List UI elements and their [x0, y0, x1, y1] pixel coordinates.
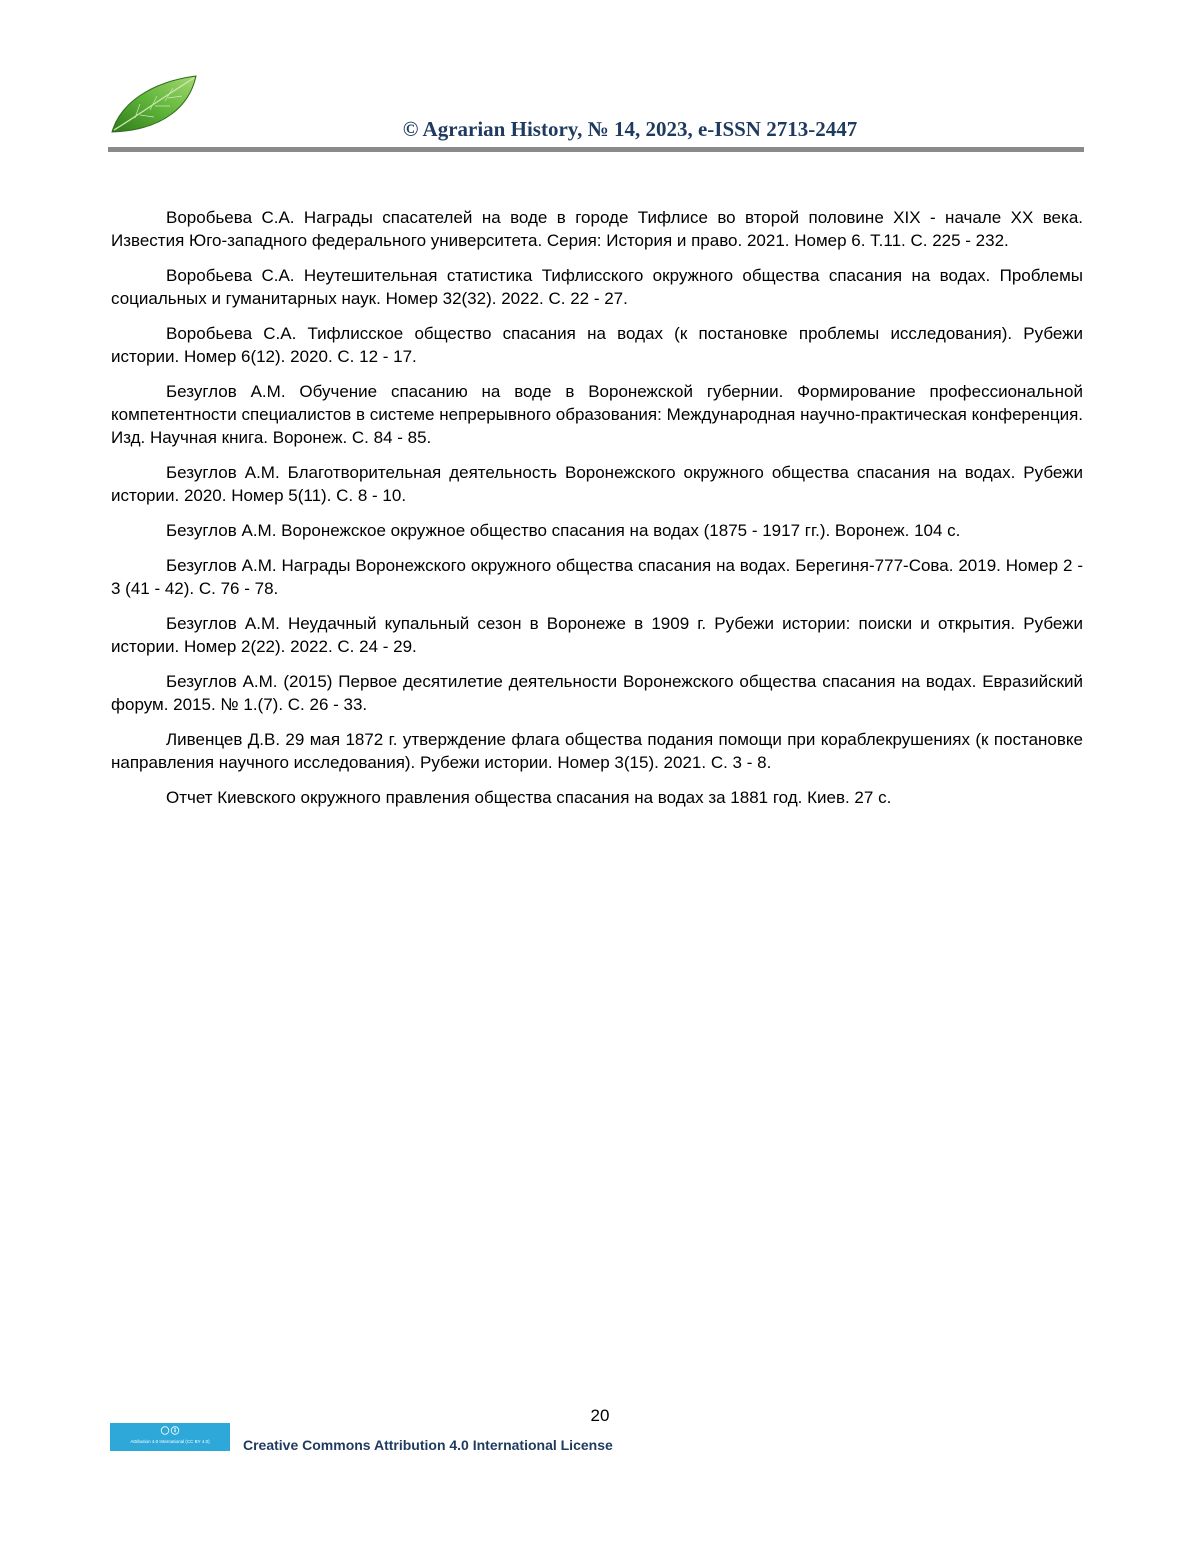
- reference-item: Безуглов А.М. Воронежское окружное общество спасания на водах (1875 - 1917 гг.). Воронеж. 104 с.: [166, 521, 961, 540]
- reference-item: Воробьева С.А. Награды спасателей на воде в городе Тифлисе во второй половине XIX - начале XX века. Известия Юго-западного федерального университета. Серия: История и право. 2021. Номер 6. Т.11. С. 225 - 232.: [111, 208, 1083, 250]
- reference-item: Воробьева С.А. Тифлисское общество спасания на водах (к постановке проблемы исследования). Рубежи истории. Номер 6(12). 2020. С. 12 - 17.: [111, 324, 1083, 366]
- header-rule: [108, 147, 1084, 152]
- reference-item: Ливенцев Д.В. 29 мая 1872 г. утверждение флага общества подания помощи при кораблекрушениях (к постановке направления научного исследования). Рубежи истории. Номер 3(15). 2021. С. 3 - 8.: [111, 730, 1083, 772]
- reference-item: Безуглов А.М. Награды Воронежского окружного общества спасания на водах. Берегиня-777-Сова. 2019. Номер 2 - 3 (41 - 42). С. 76 - 78.: [111, 556, 1083, 598]
- reference-item: Безуглов А.М. Благотворительная деятельность Воронежского окружного общества спасания на водах. Рубежи истории. 2020. Номер 5(11). С. 8 - 10.: [111, 463, 1083, 505]
- license-text[interactable]: Creative Commons Attribution 4.0 International License: [243, 1437, 613, 1453]
- cc-license-badge[interactable]: [110, 1423, 230, 1451]
- reference-item: Безуглов А.М. (2015) Первое десятилетие деятельности Воронежского общества спасания на водах. Евразийский форум. 2015. № 1.(7). С. 26 - 33.: [111, 672, 1083, 714]
- journal-header: © Agrarian History, № 14, 2023, e-ISSN 2713-2447: [402, 117, 858, 141]
- reference-item: Безуглов А.М. Неудачный купальный сезон в Воронеже в 1909 г. Рубежи истории: поиски и открытия. Рубежи истории. Номер 2(22). 2022. С. 24 - 29.: [111, 614, 1083, 656]
- reference-item: Безуглов А.М. Обучение спасанию на воде в Воронежской губернии. Формирование профессиональной компетентности специалистов в системе непрерывного образования: Международная научно-практическая конференция. Изд. Научная книга. Воронеж. С. 84 - 85.: [111, 382, 1083, 447]
- green-leaf-icon: [110, 74, 198, 136]
- cc-badge-text: Attribution 4.0 International (CC BY 4.0): [130, 1439, 210, 1444]
- page-number: 20: [590, 1406, 610, 1425]
- references-list: [111, 206, 1083, 821]
- cc-by-icon: [160, 1426, 180, 1435]
- reference-item: Воробьева С.А. Неутешительная статистика Тифлисского окружного общества спасания на водах. Проблемы социальных и гуманитарных наук. Номер 32(32). 2022. С. 22 - 27.: [111, 266, 1083, 308]
- reference-item: Отчет Киевского окружного правления общества спасания на водах за 1881 год. Киев. 27 с.: [166, 788, 892, 807]
